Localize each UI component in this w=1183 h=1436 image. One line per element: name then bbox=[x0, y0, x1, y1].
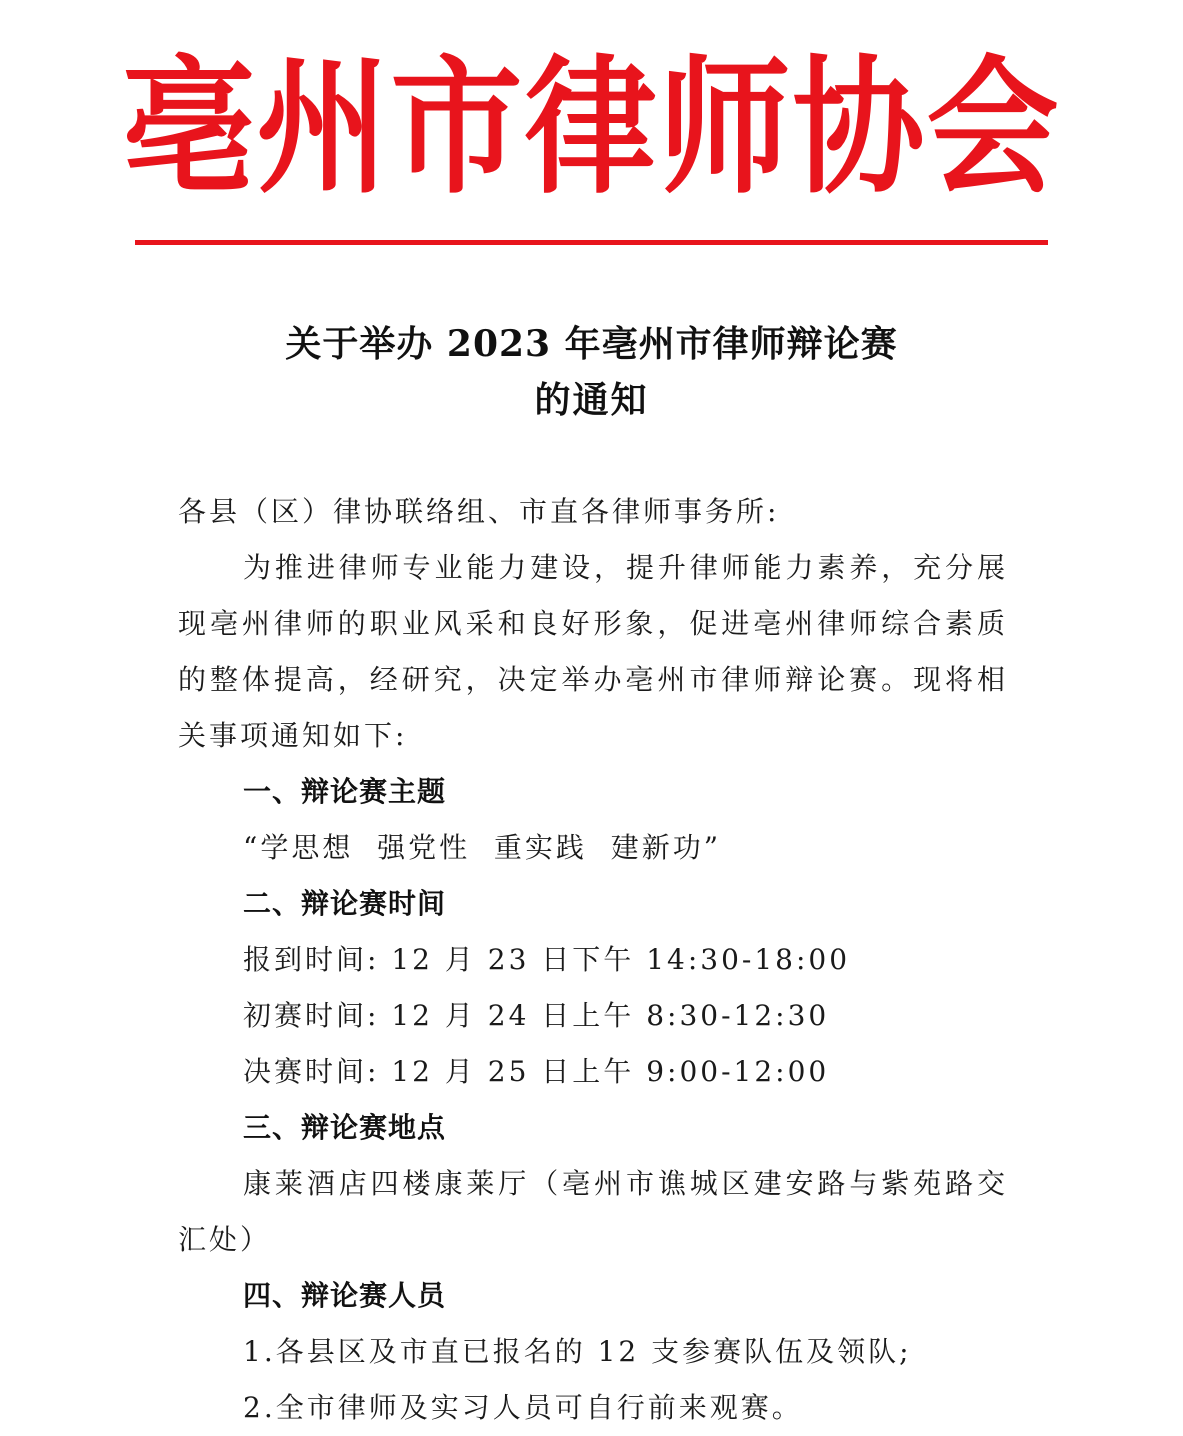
intro-line-3: 的整体提高，经研究，决定举办亳州市律师辩论赛。现将相 bbox=[178, 663, 1008, 696]
section-location-heading: 三、辩论赛地点 bbox=[243, 1111, 447, 1144]
participants-item-1: 1.各县区及市直已报名的 12 支参赛队伍及领队; bbox=[243, 1335, 912, 1368]
time-final: 决赛时间: 12 月 25 日上午 9:00-12:00 bbox=[243, 1055, 830, 1088]
time-registration: 报到时间: 12 月 23 日下午 14:30-18:00 bbox=[243, 943, 851, 976]
intro-line-2: 现亳州律师的职业风采和良好形象，促进亳州律师综合素质 bbox=[178, 607, 1008, 640]
intro-line-4: 关事项通知如下: bbox=[178, 719, 408, 752]
salutation: 各县（区）律协联络组、市直各律师事务所: bbox=[178, 495, 780, 528]
notice-title-line-2: 的通知 bbox=[534, 379, 649, 421]
section-theme-heading: 一、辩论赛主题 bbox=[243, 775, 447, 808]
section-time-heading: 二、辩论赛时间 bbox=[243, 887, 447, 920]
section-participants-heading: 四、辩论赛人员 bbox=[243, 1279, 447, 1312]
participants-item-2: 2.全市律师及实习人员可自行前来观赛。 bbox=[243, 1391, 803, 1424]
section-theme-content: “学思想 强党性 重实践 建新功” bbox=[243, 831, 722, 864]
notice-title-line-1: 关于举办 2023 年亳州市律师辩论赛 bbox=[285, 323, 898, 365]
intro-line-1: 为推进律师专业能力建设，提升律师能力素养，充分展 bbox=[243, 551, 1008, 584]
location-line-1: 康莱酒店四楼康莱厅（亳州市谯城区建安路与紫苑路交 bbox=[243, 1167, 1008, 1200]
location-line-2: 汇处） bbox=[178, 1223, 272, 1256]
time-preliminary: 初赛时间: 12 月 24 日上午 8:30-12:30 bbox=[243, 999, 830, 1032]
masthead-title: 亳州市律师协会 bbox=[122, 41, 1061, 215]
masthead-red-rule bbox=[135, 240, 1048, 245]
